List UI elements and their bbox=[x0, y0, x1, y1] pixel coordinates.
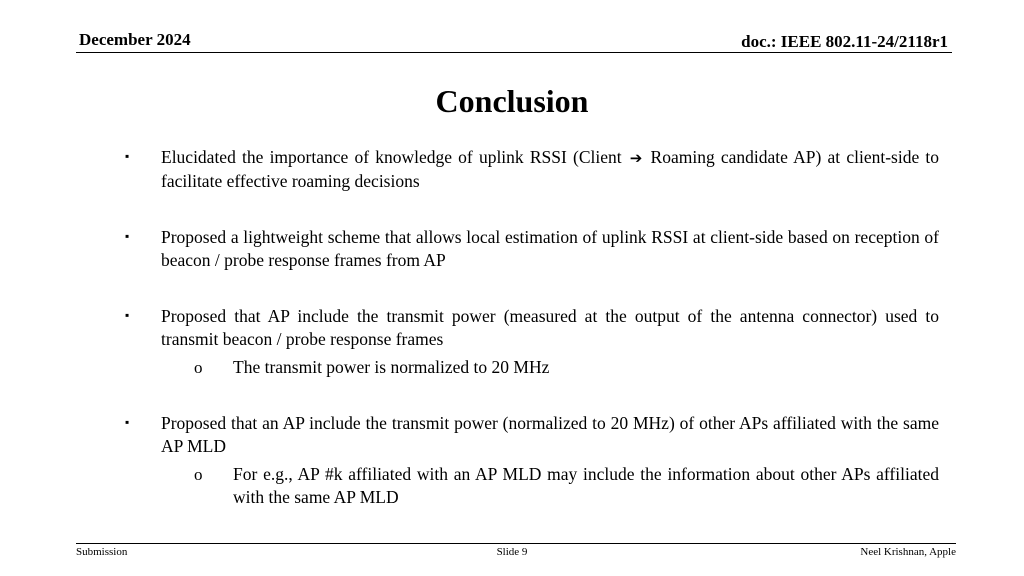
bullet-marker: ▪ bbox=[125, 149, 130, 163]
bullet-2-text: Proposed a lightweight scheme that allows local estimation of uplink RSSI at client-side based on reception of beacon / probe response frames from AP bbox=[161, 227, 939, 270]
bullet-3-text: Proposed that AP include the transmit power (measured at the output of the antenna connector) used to transmit beacon / probe response frames bbox=[161, 306, 939, 349]
bullet-1-text-part1: Elucidated the importance of knowledge of uplink RSSI (Client bbox=[161, 147, 622, 167]
bullet-3-sub-1-text: The transmit power is normalized to 20 MHz bbox=[233, 357, 550, 377]
bullet-marker: ▪ bbox=[125, 415, 130, 429]
bullet-1-text-part2: Roaming candidate AP) at client-side to facilitate effective roaming decisions bbox=[161, 147, 940, 191]
header-doc-id: doc.: IEEE 802.11-24/2118r1 bbox=[741, 32, 948, 51]
header-date: December 2024 bbox=[79, 30, 191, 49]
header-divider bbox=[76, 52, 952, 53]
sub-bullet-marker: o bbox=[194, 358, 203, 377]
footer-author: Neel Krishnan, Apple bbox=[860, 546, 956, 558]
bullet-4-sub-1-text: For e.g., AP #k affiliated with an AP MLD may include the information about other APs affiliated with the same AP MLD bbox=[233, 464, 939, 507]
bullet-1-text bbox=[161, 146, 939, 193]
bullet-marker: ▪ bbox=[125, 229, 130, 243]
footer-divider bbox=[76, 543, 956, 544]
right-arrow-icon: ➔ bbox=[629, 149, 643, 167]
footer-slide-number: Slide 9 bbox=[496, 546, 528, 558]
footer-submission: Submission bbox=[76, 546, 128, 558]
slide-title: Conclusion bbox=[435, 83, 589, 119]
bullet-4-text: Proposed that an AP include the transmit power (normalized to 20 MHz) of other APs affiliated with the same AP MLD bbox=[161, 413, 939, 456]
sub-bullet-marker: o bbox=[194, 465, 203, 484]
bullet-marker: ▪ bbox=[125, 308, 130, 322]
